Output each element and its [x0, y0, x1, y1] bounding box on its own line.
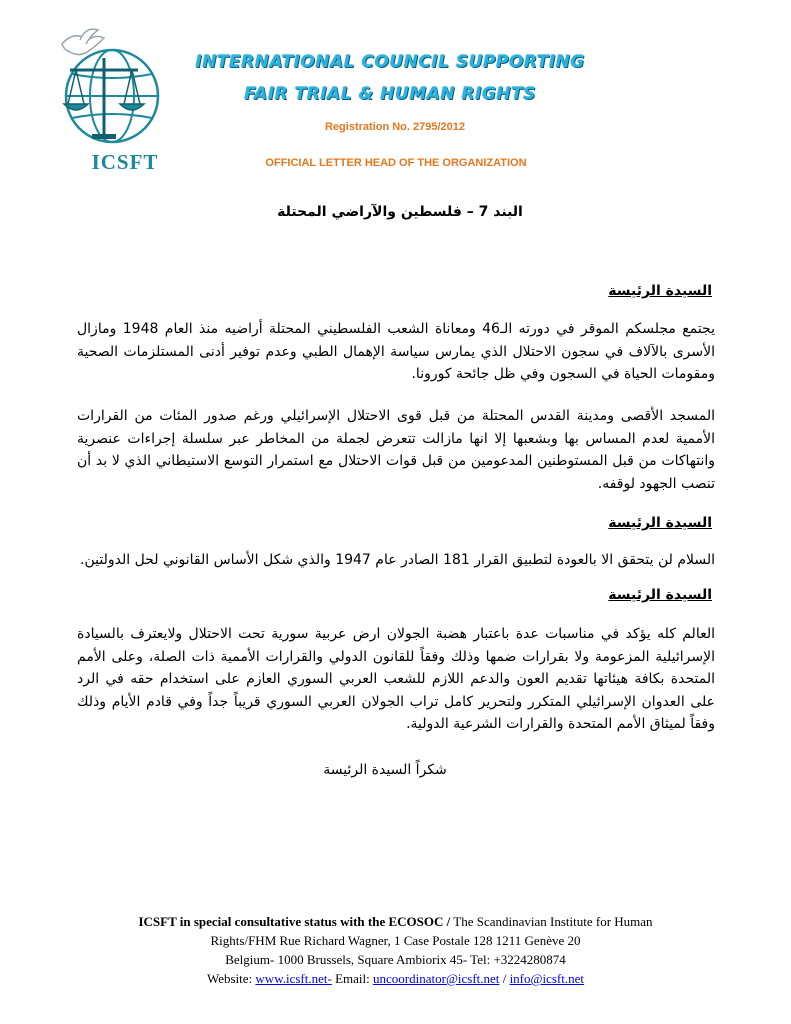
- paragraph-prisoners: يجتمع مجلسكم الموقر في دورته الـ46 ومعاناة الشعب الفلسطيني المحتلة أراضيه منذ العام 1948 ومازال الأسرى بالآلاف في سجون الاحتلال الذي يمارس سياسة الإهمال الطبي وعدم توفير أدنى المستلزمات الصحية ومقومات الحياة في السجون وفي ظل جائحة كورونا.: [77, 321, 715, 382]
- organization-logo: [40, 24, 170, 174]
- footer-links-line: [60, 969, 731, 988]
- agenda-item-title: البند 7 – فلسطين والآراضي المحتلة: [277, 204, 523, 220]
- website-link[interactable]: www.icsft.net-: [255, 971, 332, 986]
- footer-consultative-status: ICSFT in special consultative status with the ECOSOC /: [138, 914, 451, 929]
- official-letterhead-label: OFFICIAL LETTER HEAD OF THE ORGANIZATION: [265, 157, 527, 169]
- footer-address-line1: Rights/FHM Rue Richard Wagner, 1 Case Postale 128 1211 Genève 20: [210, 933, 581, 948]
- organization-name-line1: INTERNATIONAL COUNCIL SUPPORTING: [195, 52, 585, 72]
- paragraph-peace-resolution: السلام لن يتحقق الا بالعودة لتطبيق القرار 181 الصادر عام 1947 والذي شكل الأساس القانوني لحل الدولتين.: [80, 552, 715, 568]
- address-madam-president-1: السيدة الرئيسة: [608, 283, 712, 299]
- address-madam-president-2: السيدة الرئيسة: [608, 515, 712, 531]
- address-madam-president-3: السيدة الرئيسة: [608, 587, 712, 603]
- footer-contact-block: [60, 912, 731, 988]
- scales-globe-dove-icon: [40, 24, 170, 154]
- website-label: Website:: [207, 971, 256, 986]
- footer-institute: The Scandinavian Institute for Human: [450, 914, 653, 929]
- organization-name-line2: FAIR TRIAL & HUMAN RIGHTS: [244, 84, 536, 104]
- footer-address-line2: Belgium- 1000 Brussels, Square Ambiorix 45- Tel: +3224280874: [225, 952, 566, 967]
- email-label: Email:: [331, 971, 374, 986]
- email-link-uncoordinator[interactable]: uncoordinator@icsft.net: [373, 971, 500, 986]
- footer-status-line: [60, 912, 731, 931]
- email-separator: /: [499, 971, 510, 986]
- logo-text: ICSFT: [91, 150, 159, 174]
- paragraph-golan: العالم كله يؤكد في مناسبات عدة باعتبار هضبة الجولان ارض عربية سورية تحت الاحتلال ولايعترف بالسيادة الإسرائيلية المزعومة ولا بقرارات ضمها وذلك وفقاً للقانون الدولي والقرارات الأممية ذات الصلة، وعلى الأمم المتحدة بكافة هيئاتها تقديم العون والدعم اللازم للشعب العربي السوري العازم على استخدام حقه في الرد على العدوان الإسرائيلي المتكرر ولتحرير كامل تراب الجولان العربي السوري قريباً جداً وفي قادم الأيام وذلك وفقاً لميثاق الأمم المتحدة والقرارات الشرعية الدولية.: [77, 626, 715, 732]
- paragraph-al-aqsa: المسجد الأقصى ومدينة القدس المحتلة من قبل قوى الاحتلال الإسرائيلي ورغم صدور المئات من القرارات الأممية لعدم المساس بها وبشعبها إلا انها مازالت تتعرض لجملة من المخاطر عبر سلسلة إجراءات عنصرية وانتهاكات من قبل المستوطنين المدعومين من قبل قوات الاحتلال مع استمرار التوسع الاستيطاني الذي لا بد أن تنصب الجهود لوقفه.: [77, 408, 715, 492]
- email-link-info[interactable]: info@icsft.net: [509, 971, 584, 986]
- closing-thanks: شكراً السيدة الرئيسة: [323, 762, 447, 778]
- registration-number: Registration No. 2795/2012: [324, 121, 465, 133]
